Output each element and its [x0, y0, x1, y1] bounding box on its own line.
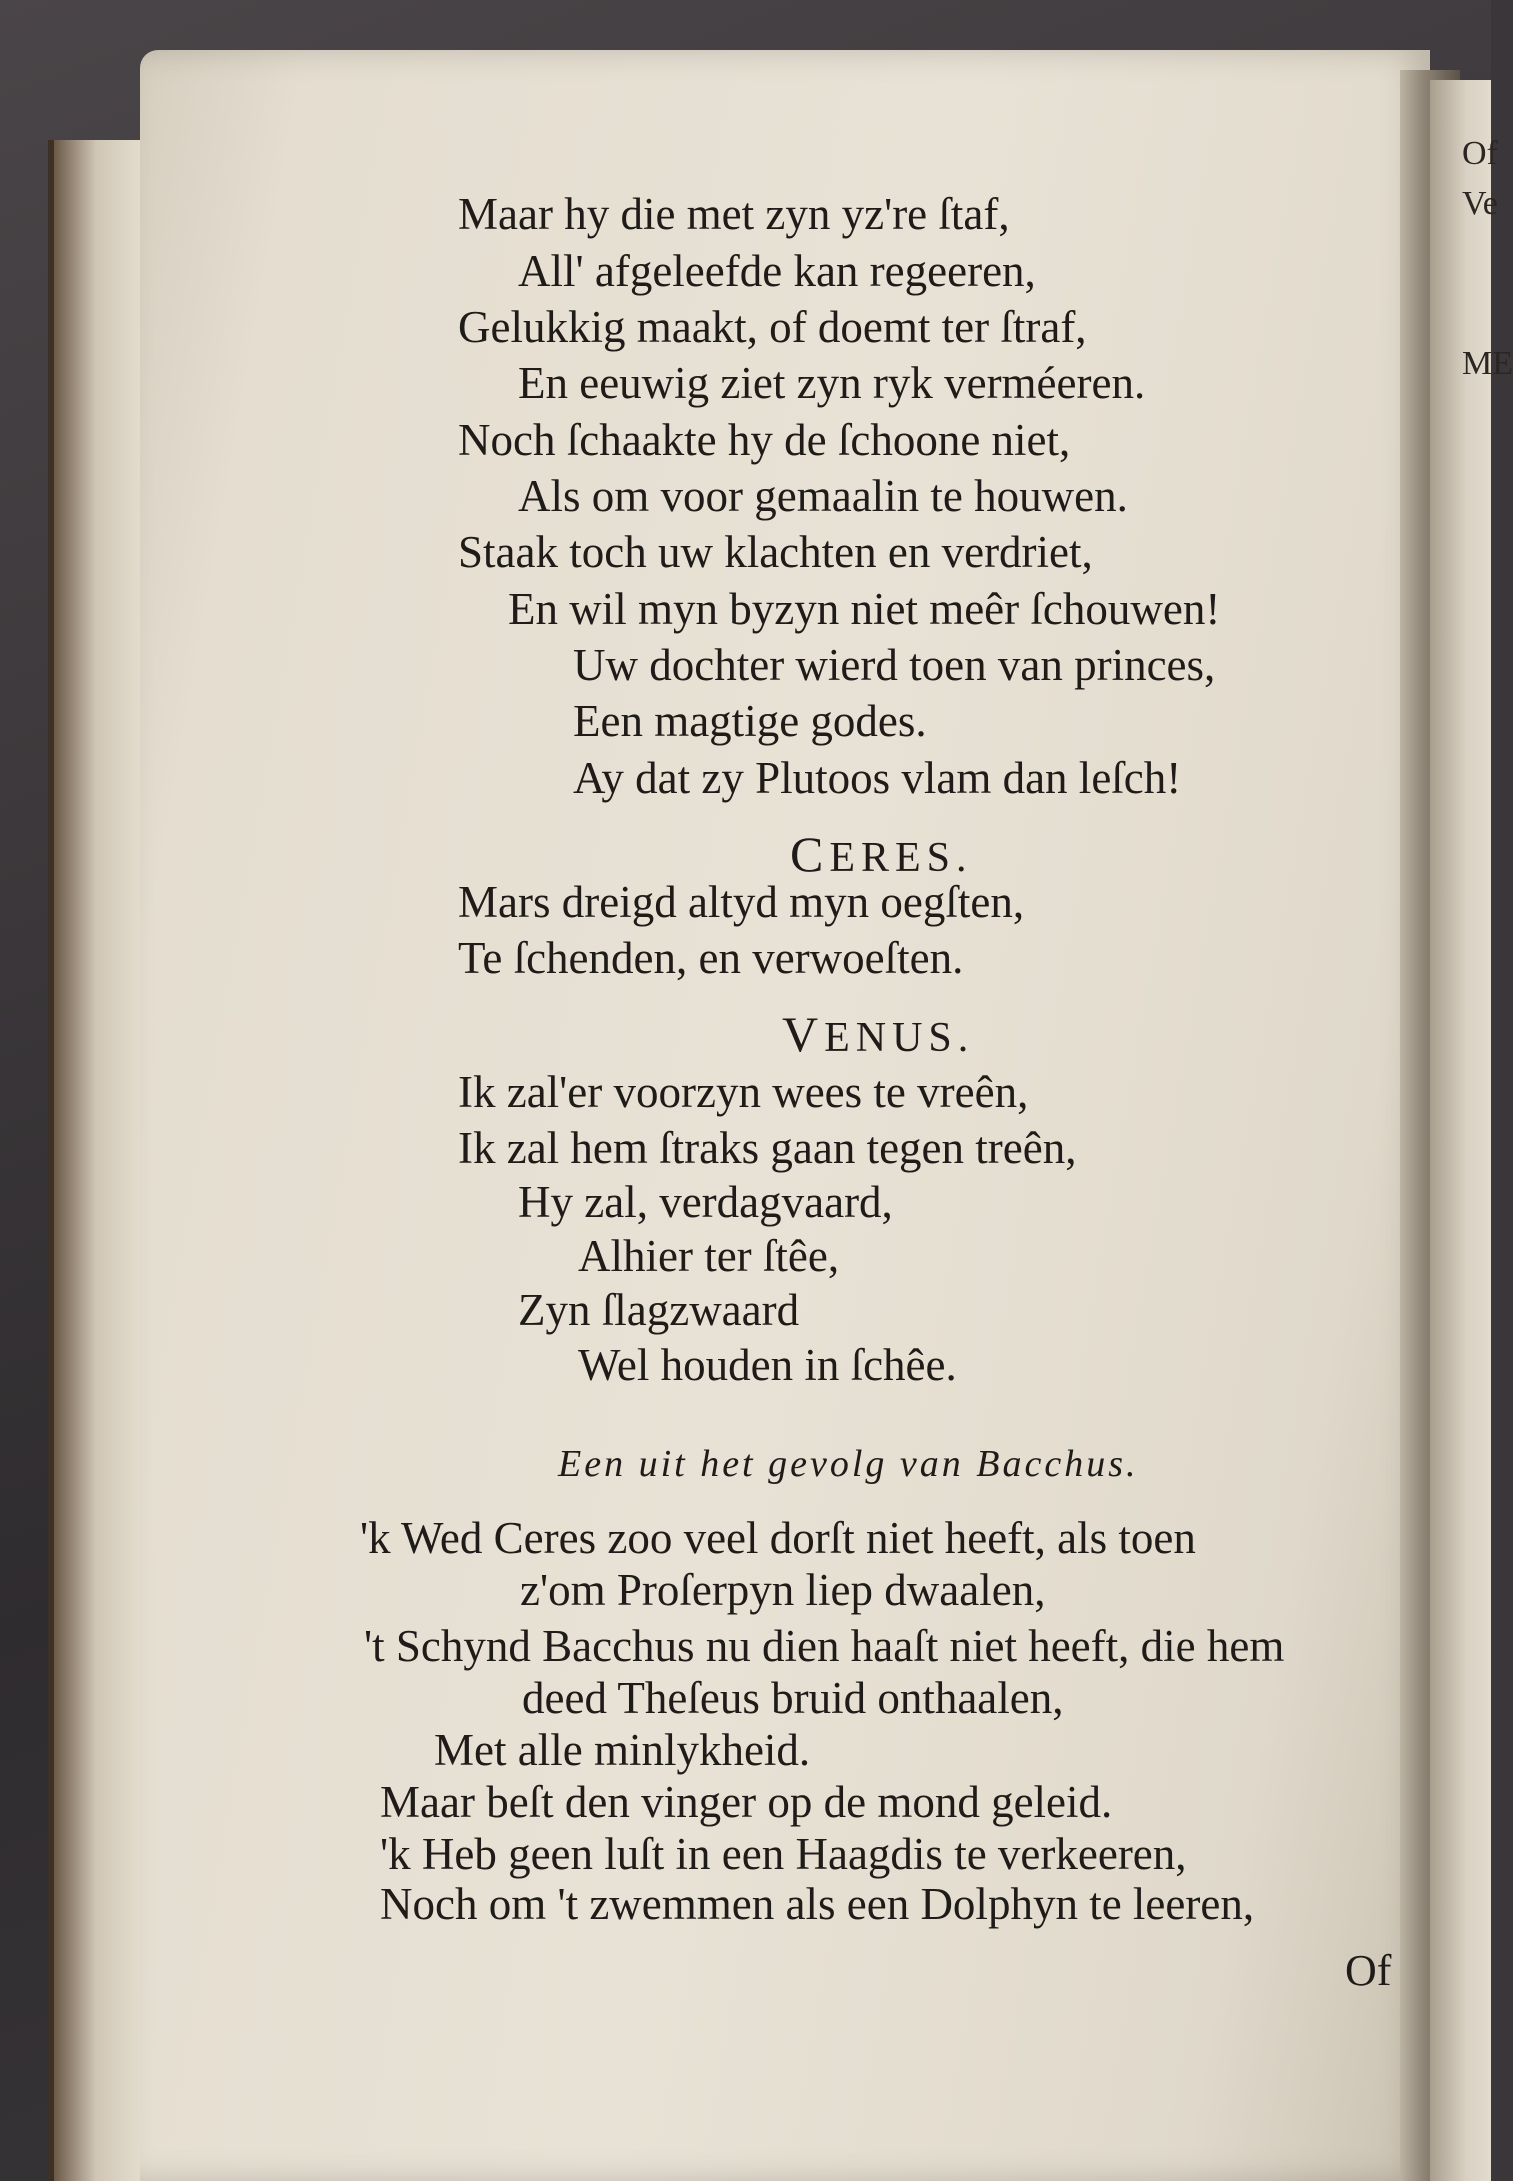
speaker-heading-bacchus: Een uit het gevolg van Bacchus. [558, 1443, 1139, 1485]
facing-page-fragment: Of [1462, 135, 1498, 172]
verse-line: Hy zal, verdagvaard, [518, 1177, 893, 1227]
verse-line: Uw dochter wierd toen van princes, [573, 640, 1216, 690]
facing-page-fragment: ME [1462, 345, 1513, 382]
verse-line: z'om Proſerpyn liep dwaalen, [520, 1565, 1046, 1615]
verse-line: Te ſchenden, en verwoeſten. [458, 933, 964, 983]
verse-line: Zyn ſlagzwaard [518, 1285, 800, 1335]
verse-line: Noch om 't zwemmen als een Dolphyn te leeren, [380, 1879, 1255, 1929]
verse-line: Alhier ter ſtêe, [578, 1231, 840, 1281]
verse-line: All' afgeleefde kan regeeren, [518, 246, 1036, 296]
verse-line: deed Theſeus bruid onthaalen, [522, 1673, 1064, 1723]
verse-line: En eeuwig ziet zyn ryk verméeren. [518, 358, 1146, 408]
verse-line: Ik zal'er voorzyn wees te vreên, [458, 1067, 1029, 1117]
verse-line: Mars dreigd altyd myn oegſten, [458, 877, 1025, 927]
speaker-heading-venus: VENUS. [782, 1006, 975, 1062]
catchword: Of [1345, 1946, 1392, 1995]
verse-line: Maar beſt den vinger op de mond geleid. [380, 1777, 1113, 1827]
verse-line: 'k Heb geen luſt in een Haagdis te verkeeren, [380, 1829, 1187, 1879]
verse-line: Wel houden in ſchêe. [578, 1340, 957, 1390]
verse-line: Noch ſchaakte hy de ſchoone niet, [458, 415, 1071, 465]
verse-line: En wil myn byzyn niet meêr ſchouwen! [508, 584, 1221, 634]
facing-page [1430, 80, 1491, 2181]
verse-line: Gelukkig maakt, of doemt ter ſtraf, [458, 302, 1087, 352]
speaker-heading-ceres: CERES. [790, 826, 973, 882]
facing-page-fragment: Ve [1462, 185, 1498, 222]
verse-line: Een magtige godes. [573, 696, 927, 746]
verse-line: Met alle minlykheid. [434, 1725, 811, 1775]
verse-line: Maar hy die met zyn yz're ſtaf, [458, 189, 1010, 239]
verse-line: Ik zal hem ſtraks gaan tegen treên, [458, 1123, 1077, 1173]
verse-line: 't Schynd Bacchus nu dien haaſt niet heeft, die hem [364, 1621, 1285, 1671]
verse-line: Als om voor gemaalin te houwen. [518, 471, 1128, 521]
verse-line: Ay dat zy Plutoos vlam dan leſch! [573, 753, 1182, 803]
verse-line: Staak toch uw klachten en verdriet, [458, 527, 1093, 577]
verse-line: 'k Wed Ceres zoo veel dorſt niet heeft, als toen [360, 1513, 1196, 1563]
